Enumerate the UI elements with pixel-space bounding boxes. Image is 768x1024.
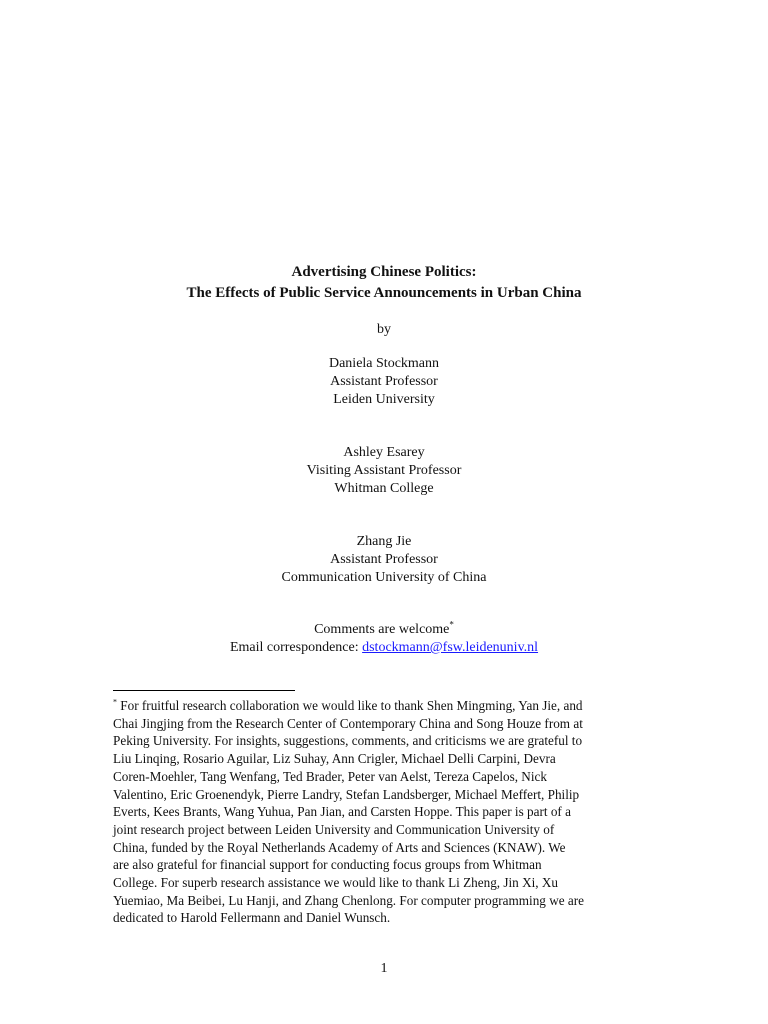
author-affiliation: Communication University of China xyxy=(281,570,487,585)
author-name: Zhang Jie xyxy=(356,534,412,549)
footnote-line: Valentino, Eric Groenendyk, Pierre Landry, Stefan Landsberger, Michael Meffert, Philip xyxy=(113,786,580,802)
footnote xyxy=(113,697,658,927)
paper-title xyxy=(0,262,768,304)
title-line-2: The Effects of Public Service Announcements in Urban China xyxy=(186,285,582,301)
footnote-line: * For fruitful research collaboration we would like to thank Shen Mingming, Yan Jie, and xyxy=(113,697,583,713)
footnote-line: dedicated to Harold Fellermann and Daniel Wunsch. xyxy=(113,910,391,926)
footnote-line: Peking University. For insights, suggestions, comments, and criticisms we are grateful to xyxy=(113,733,583,749)
author-block-1 xyxy=(0,355,768,409)
author-name: Ashley Esarey xyxy=(343,445,425,460)
footnote-line: Chai Jingjing from the Research Center of Contemporary China and Song Houze from at xyxy=(113,715,583,731)
author-position: Assistant Professor xyxy=(330,374,438,389)
footnote-line: Liu Linqing, Rosario Aguilar, Liz Suhay, Ann Crigler, Michael Delli Carpini, Devra xyxy=(113,751,556,767)
page-number: 1 xyxy=(380,961,388,976)
by-line: by xyxy=(377,322,391,337)
footnote-line: China, funded by the Royal Netherlands Academy of Arts and Sciences (KNAW). We xyxy=(113,839,566,855)
footnote-line: Coren-Moehler, Tang Wenfang, Ted Brader, Peter van Aelst, Tereza Capelos, Nick xyxy=(113,768,547,784)
contact-block xyxy=(0,621,768,657)
author-block-2 xyxy=(0,444,768,498)
footnote-line: are also grateful for financial support for conducting focus groups from Whitman xyxy=(113,857,542,873)
footnote-marker: * xyxy=(449,619,454,630)
footnote-separator xyxy=(113,690,295,691)
footnote-mark: * xyxy=(113,697,117,707)
title-line-1: Advertising Chinese Politics: xyxy=(291,264,477,280)
email-label: Email correspondence: xyxy=(229,640,363,655)
comments-text: Comments are welcome xyxy=(314,622,450,637)
footnote-line: Yuemiao, Ma Beibei, Lu Hanji, and Zhang Chenlong. For computer programming we are xyxy=(113,892,584,908)
author-position: Visiting Assistant Professor xyxy=(306,463,462,478)
author-affiliation: Whitman College xyxy=(334,481,434,496)
email-link[interactable]: dstockmann@fsw.leidenuniv.nl xyxy=(362,640,539,655)
author-name: Daniela Stockmann xyxy=(328,356,440,371)
author-block-3 xyxy=(0,533,768,587)
footnote-line: Everts, Kees Brants, Wang Yuhua, Pan Jian, and Carsten Hoppe. This paper is part of a xyxy=(113,804,571,820)
comments-line xyxy=(0,621,768,639)
author-affiliation: Leiden University xyxy=(333,392,435,407)
email-line xyxy=(0,639,768,657)
author-position: Assistant Professor xyxy=(330,552,438,567)
footnote-line: College. For superb research assistance we would like to thank Li Zheng, Jin Xi, Xu xyxy=(113,875,558,891)
footnote-line: joint research project between Leiden University and Communication University of xyxy=(113,821,555,837)
